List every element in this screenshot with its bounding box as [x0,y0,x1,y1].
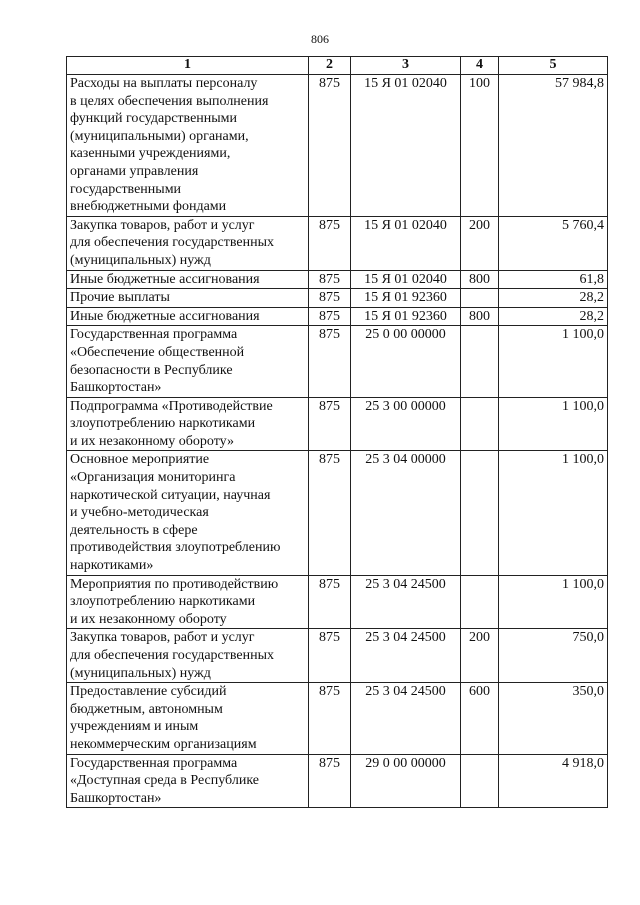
row-expense-type-cell: 200 [461,216,499,270]
page-number: 806 [311,32,329,46]
row-amount-cell: 350,0 [499,683,608,754]
header-col-3: 3 [351,57,461,75]
table-row [67,575,608,629]
table-row [67,629,608,683]
row-name-cell: Иные бюджетные ассигнования [67,307,309,326]
row-expense-type-cell: 800 [461,270,499,289]
row-amount-cell: 57 984,8 [499,75,608,217]
row-expense-type-cell [461,451,499,575]
row-admin-code-cell: 875 [309,629,351,683]
row-admin-code-cell: 875 [309,326,351,397]
row-amount-cell: 1 100,0 [499,575,608,629]
row-target-code-cell: 15 Я 01 02040 [351,216,461,270]
row-admin-code-cell: 875 [309,397,351,451]
header-col-5: 5 [499,57,608,75]
row-name-cell: Государственная программа «Обеспечение общественной безопасности в Республике Башкортостан» [67,326,309,397]
row-expense-type-cell: 600 [461,683,499,754]
row-expense-type-cell: 100 [461,75,499,217]
row-name-cell: Прочие выплаты [67,289,309,308]
row-amount-cell: 4 918,0 [499,754,608,808]
row-expense-type-cell [461,575,499,629]
row-admin-code-cell: 875 [309,754,351,808]
table-row [67,326,608,397]
row-target-code-cell: 25 3 04 24500 [351,683,461,754]
row-admin-code-cell: 875 [309,270,351,289]
header-col-2: 2 [309,57,351,75]
table-row [67,270,608,289]
row-amount-cell: 750,0 [499,629,608,683]
budget-table [66,56,608,808]
row-admin-code-cell: 875 [309,289,351,308]
row-name-cell: Государственная программа «Доступная среда в Республике Башкортостан» [67,754,309,808]
row-expense-type-cell [461,326,499,397]
row-name-cell: Иные бюджетные ассигнования [67,270,309,289]
table-row [67,754,608,808]
row-expense-type-cell: 200 [461,629,499,683]
row-target-code-cell: 25 0 00 00000 [351,326,461,397]
row-expense-type-cell [461,289,499,308]
row-admin-code-cell: 875 [309,575,351,629]
table-row [67,683,608,754]
row-name-cell: Расходы на выплаты персоналу в целях обеспечения выполнения функций государственными (муниципальными) органами, казенными учреждениями, органами управления государственными внебюджетными фондами [67,75,309,217]
row-name-cell: Подпрограмма «Противодействие злоупотреблению наркотиками и их незаконному обороту» [67,397,309,451]
row-target-code-cell: 25 3 00 00000 [351,397,461,451]
row-name-cell: Закупка товаров, работ и услуг для обеспечения государственных (муниципальных) нужд [67,629,309,683]
row-expense-type-cell [461,754,499,808]
row-name-cell: Мероприятия по противодействию злоупотреблению наркотиками и их незаконному обороту [67,575,309,629]
table-row [67,451,608,575]
row-name-cell: Закупка товаров, работ и услуг для обеспечения государственных (муниципальных) нужд [67,216,309,270]
header-col-1: 1 [67,57,309,75]
row-admin-code-cell: 875 [309,683,351,754]
table-row [67,289,608,308]
row-admin-code-cell: 875 [309,75,351,217]
row-name-cell: Предоставление субсидий бюджетным, автономным учреждениям и иным некоммерческим организациям [67,683,309,754]
row-name-cell: Основное мероприятие «Организация мониторинга наркотической ситуации, научная и учебно-методическая деятельность в сфере противодействия злоупотреблению наркотиками» [67,451,309,575]
row-target-code-cell: 25 3 04 24500 [351,575,461,629]
row-target-code-cell: 15 Я 01 92360 [351,307,461,326]
header-col-4: 4 [461,57,499,75]
row-admin-code-cell: 875 [309,216,351,270]
row-admin-code-cell: 875 [309,307,351,326]
row-target-code-cell: 25 3 04 24500 [351,629,461,683]
row-target-code-cell: 29 0 00 00000 [351,754,461,808]
table-row [67,307,608,326]
row-amount-cell: 28,2 [499,289,608,308]
row-target-code-cell: 25 3 04 00000 [351,451,461,575]
table-row [67,397,608,451]
row-target-code-cell: 15 Я 01 92360 [351,289,461,308]
table-row [67,75,608,217]
table-body [67,75,608,808]
table-row [67,216,608,270]
row-expense-type-cell: 800 [461,307,499,326]
row-amount-cell: 1 100,0 [499,397,608,451]
row-expense-type-cell [461,397,499,451]
row-amount-cell: 61,8 [499,270,608,289]
row-admin-code-cell: 875 [309,451,351,575]
row-amount-cell: 5 760,4 [499,216,608,270]
row-target-code-cell: 15 Я 01 02040 [351,270,461,289]
row-amount-cell: 28,2 [499,307,608,326]
table-header-row [67,57,608,75]
row-amount-cell: 1 100,0 [499,451,608,575]
row-target-code-cell: 15 Я 01 02040 [351,75,461,217]
row-amount-cell: 1 100,0 [499,326,608,397]
